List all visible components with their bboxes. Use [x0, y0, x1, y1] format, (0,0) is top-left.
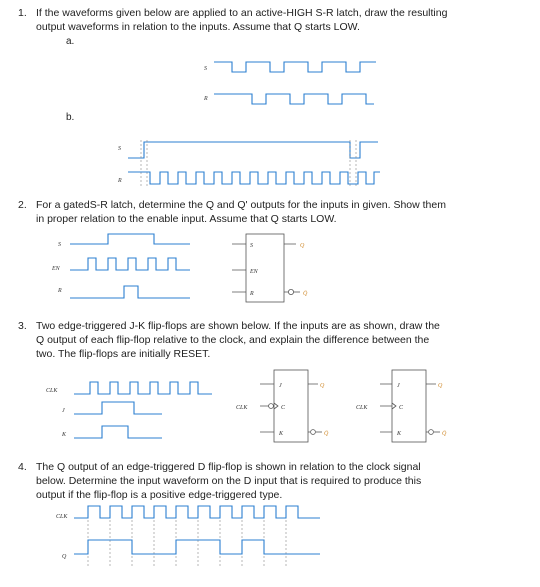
question-text-line: For a gatedS-R latch, determine the Q and Q' outputs for the inputs in given. Show them: [36, 199, 446, 211]
signal-label-k: K: [62, 432, 67, 438]
pin-label-r: R: [250, 291, 254, 297]
q4-clk-waveform: [74, 506, 320, 518]
question-text-line: Q output of each flip-flop relative to the clock, and explain the difference between the: [36, 334, 430, 346]
q3-j-waveform: [74, 402, 162, 414]
question-text-line: The Q output of an edge-triggered D flip-flop is shown in relation to the clock signal: [36, 461, 421, 473]
pin-label-k: K: [397, 431, 402, 437]
ff-pins: [380, 384, 436, 432]
q2-r-waveform: [70, 286, 190, 298]
output-label-qbar: Q̄: [442, 431, 447, 437]
signal-label-s: S: [58, 242, 61, 248]
q4-guide-lines: [88, 520, 286, 566]
output-label-q: Q: [300, 243, 305, 249]
q1b-guide-lines: [141, 140, 356, 188]
q1a-s-waveform: [214, 62, 376, 72]
output-label-q: Q: [320, 383, 325, 389]
pin-label-c: C: [399, 405, 404, 411]
part-b-label: b.: [66, 112, 75, 123]
question-text-line: If the waveforms given below are applied to an active-HIGH S-R latch, draw the resulting: [36, 7, 448, 19]
pin-label-clk: CLK: [236, 405, 248, 411]
q1b-s-waveform: [128, 142, 378, 158]
signal-label-j: J: [62, 408, 65, 414]
question-text-line: Two edge-triggered J-K flip-flops are shown below. If the inputs are as shown, draw the: [36, 320, 440, 332]
output-label-qbar: Q̄: [324, 431, 329, 437]
pin-label-s: S: [250, 243, 253, 249]
clock-edge-triangle: [392, 403, 396, 409]
question-text-line: output waveforms in relation to the inputs. Assume that Q starts LOW.: [36, 21, 360, 33]
pin-label-j: J: [279, 383, 282, 389]
signal-label-en: EN: [52, 266, 60, 272]
output-label-qbar: Q̄: [303, 291, 308, 297]
pin-label-en: EN: [250, 269, 258, 275]
question-number: 4.: [18, 461, 27, 473]
latch-pins: [232, 244, 296, 292]
part-a-label: a.: [66, 36, 75, 47]
clock-edge-triangle: [274, 403, 278, 409]
pin-label-c: C: [281, 405, 286, 411]
question-text-line: two. The flip-flops are initially RESET.: [36, 348, 211, 360]
q2-en-waveform: [70, 258, 190, 270]
q3-clk-waveform: [74, 382, 212, 394]
signal-label-s: S: [118, 146, 121, 152]
q2-timing-diagram: [51, 234, 190, 298]
q4-timing-diagram: [56, 506, 320, 566]
question-text-line: output if the flip-flop is a positive edge-triggered type.: [36, 489, 283, 501]
signal-label-r: R: [58, 288, 62, 294]
signal-label-r: R: [204, 96, 208, 102]
signal-label-q: Q: [62, 554, 67, 560]
question-text-line: below. Determine the input waveform on the D input that is required to produce this: [36, 475, 422, 487]
signal-label-s: S: [204, 66, 207, 72]
question-number: 1.: [18, 7, 27, 19]
q1b-timing-diagram: [117, 140, 380, 188]
q1b-r-waveform: [128, 172, 380, 184]
pin-label-clk: CLK: [356, 405, 368, 411]
q1a-r-waveform: [214, 94, 374, 104]
signal-label-r: R: [118, 178, 122, 184]
question-number: 2.: [18, 199, 27, 211]
q1a-timing-diagram: [203, 62, 376, 104]
gated-sr-latch-symbol: [232, 234, 308, 302]
signal-label-clk: CLK: [56, 514, 68, 520]
jk-flip-flop-2: [356, 370, 447, 442]
q2-s-waveform: [70, 234, 190, 244]
ff-pins: [260, 384, 318, 432]
question-number: 3.: [18, 320, 27, 332]
q4-q-waveform: [74, 540, 320, 554]
q3-timing-diagram: [46, 382, 212, 438]
q3-k-waveform: [74, 426, 162, 438]
question-text-line: in proper relation to the enable input. Assume that Q starts LOW.: [36, 213, 337, 225]
inverter-bubble: [288, 289, 293, 294]
pin-label-k: K: [279, 431, 284, 437]
clock-inverter-bubble: [269, 404, 274, 409]
jk-flip-flop-1: [236, 370, 329, 442]
signal-label-clk: CLK: [46, 388, 58, 394]
output-label-q: Q: [438, 383, 443, 389]
pin-label-j: J: [397, 383, 400, 389]
